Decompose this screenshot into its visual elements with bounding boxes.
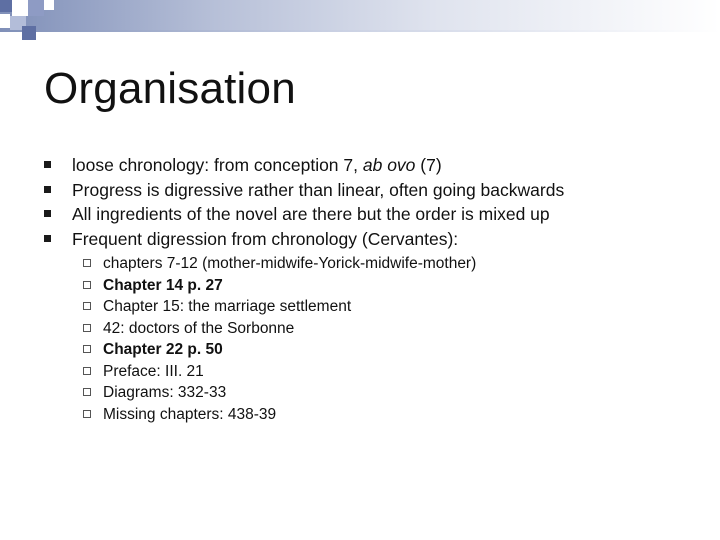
hollow-square-bullet-icon [83,410,91,418]
square-bullet-icon [44,161,51,168]
header-divider [0,30,720,32]
decor-square-4 [44,0,54,10]
sub-bullet-text: Preface: III. 21 [103,362,204,380]
hollow-square-bullet-icon [83,388,91,396]
hollow-square-bullet-icon [83,302,91,310]
sub-bullet-item [83,296,476,318]
sub-bullet-text: 42: doctors of the Sorbonne [103,319,295,337]
square-bullet-icon [44,210,51,217]
decor-square-7 [22,26,36,40]
hollow-square-bullet-icon [83,281,91,289]
bullet-item [44,202,564,227]
sub-bullet-item [83,361,476,383]
sub-bullet-item [83,318,476,340]
main-bullet-list [44,153,564,251]
bullet-text-part: loose chronology: from conception 7, [72,155,363,175]
sub-bullet-list [83,253,476,425]
bullet-text: Progress is digressive rather than linear, often going backwards [72,179,565,200]
sub-bullet-text: Chapter 15: the marriage settlement [103,298,352,315]
sub-bullet-item [83,253,476,275]
sub-bullet-text: Chapter 22 p. 50 [103,341,223,358]
bullet-text: Frequent digression from chronology (Cervantes): [72,228,459,249]
sub-bullet-text: Chapter 14 p. 27 [103,276,223,294]
hollow-square-bullet-icon [83,367,91,375]
sub-bullet-item [83,382,476,404]
square-bullet-icon [44,186,51,193]
bullet-item [44,153,564,178]
header-gradient-band [0,0,720,30]
decor-square-5 [0,14,10,28]
sub-bullet-text: chapters 7-12 (mother-midwife-Yorick-midwife-mother) [103,255,477,272]
bullet-text: All ingredients of the novel are there but the order is mixed up [72,204,550,224]
sub-bullet-item [83,339,476,361]
bullet-item [44,227,564,252]
square-bullet-icon [44,235,51,242]
decor-square-1 [0,0,12,12]
decor-square-2 [12,0,28,16]
slide-title: Organisation [44,64,296,113]
bullet-text-italic: ab ovo [362,155,416,175]
hollow-square-bullet-icon [83,259,91,267]
bullet-text-part: (7) [415,155,442,175]
decor-square-3 [28,0,44,16]
sub-bullet-text: Diagrams: 332-33 [103,384,227,401]
hollow-square-bullet-icon [83,345,91,353]
hollow-square-bullet-icon [83,324,91,332]
sub-bullet-item [83,404,476,426]
sub-bullet-item [83,275,476,297]
bullet-item [44,178,564,203]
sub-bullet-text: Missing chapters: 438-39 [103,405,277,423]
